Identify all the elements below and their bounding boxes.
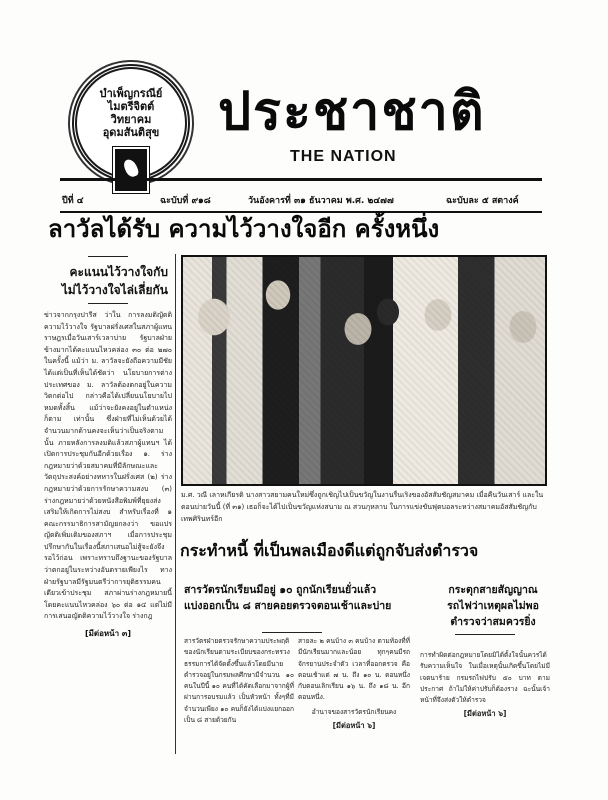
divider [262, 632, 322, 633]
continued-link[interactable]: [มีต่อหน้า ๖] [332, 721, 376, 731]
column-divider [175, 254, 176, 754]
student-inspector-body-2 [298, 636, 410, 731]
body-text: อำนาจของสารวัตรนักเรียนคง [311, 707, 397, 716]
hand-emblem-icon [115, 149, 147, 191]
publication-date: วันอังคารที่ ๓๑ ธันวาคม พ.ศ. ๒๔๗๗ [248, 196, 394, 206]
seal-line: อุดมสันติสุข [102, 126, 160, 139]
seal-line: ไมตรีจิตต์ [107, 100, 155, 113]
news-photo [181, 255, 547, 486]
railway-signal-body [420, 650, 550, 720]
seal-motto [77, 87, 185, 139]
lead-subheadline: คะแนนไว้วางใจกับ [69, 265, 168, 279]
continued-link[interactable]: [มีต่อหน้า ๖] [463, 709, 507, 719]
subhead-line: สารวัตรนักเรียนมีอยู่ ๑๐ ถูกนักเรียนยั่วแล้ว [184, 584, 377, 596]
seal-line: วิทยาคม [110, 113, 152, 126]
body-text: การทำผิดต่อกฎหมายโดยมิได้ตั้งใจนั้นควรได้รับความเห็นใจ ในเมื่อเหตุนั้นเกิดขึ้นโดยไม่มีเจตนาร้าย กรมรถไฟปรับ ๕๐ บาท ตามประกาศ ถ้าไม่ให้ค่าปรับก็ต้องราง ฉะนั้นเจ้าหน้าที่จึงส่งตัวให้ตำรวจ [420, 651, 550, 705]
seal-line: บำเพ็ญกรณีย์ [99, 87, 163, 100]
continued-link[interactable]: [มีต่อหน้า ๓] [84, 629, 132, 639]
newspaper-title-english: THE NATION [290, 148, 397, 165]
newspaper-title: ประชาชาติ [218, 81, 486, 142]
masthead-seal [72, 64, 190, 182]
subhead-line: แบ่งออกเป็น ๘ สายคอยตรวจตอนเช้าและบ่าย [184, 600, 392, 612]
body-text: สายละ ๒ คนบ้าง ๓ คนบ้าง ตามท้องที่ที่มีนักเรียนมากและน้อย ทุกๆคนมีรถจักรยานประจำตัว เวลาที่ออกตรวจ คือตอนเช้าแต่ ๗ น. ถึง ๑๐ น. ตอนหนึ่ง กับตอนเลิกเรียน ๑๖ น. ถึง ๑๘ น. อีกตอนหนึ่ง. [298, 637, 410, 702]
subhead-line: รถไฟว่าเหตุผลไม่พอ [447, 600, 539, 612]
subhead-line: กระตุกสายสัญญาณ [448, 584, 538, 596]
photo-caption: ม.ศ. วณี เลาหเกียรติ นางสาวสยามคนใหม่ซึ่งถูกเชิญไปเป็นขวัญในงานรื่นเริงของอัสสัมชัญสมาคม เมื่อคืนวันเสาร์ และในตอนบ่ายวันนี้ (ที่ ๓๑) เธอก็จะได้ไปเป็นขวัญแห่งสนาม ณ สวนกุหลาบ ในการแข่งขันฟุตบอลระหว่างสมาคมอัสสัมชัญกับเทพศิรินทร์อีก [181, 491, 544, 523]
second-headline: กระทำหนี้ ที่เป็นพลเมืองดีแต่ถูกจับส่งตำรวจ [180, 541, 479, 560]
lead-subheadline: ไม่ไว้วางใจไล่เลี่ยกัน [61, 283, 168, 297]
photo-halftone [183, 257, 545, 484]
railway-signal-subhead [418, 582, 568, 630]
divider [455, 634, 515, 635]
issue-number: ฉะบับที่ ๙๑๘ [160, 196, 211, 206]
lead-story-column [44, 252, 172, 640]
subhead-line: ตำรวจว่าสมควรยิ่ง [450, 616, 536, 628]
student-inspector-subhead [184, 582, 414, 614]
masthead-divider [60, 178, 542, 181]
lead-story-body: ข่าวจากกรุงปารีส ว่าใน การลงมติญัตติความไว้วางใจ รัฐบาลฝรั่งเศสในสภาผู้แทนราษฎรเมื่อวันเสาร์เวลาบ่าย รัฐบาลฝ่ายข้างมากได้คะแนนไหวคล่อง ๓๐ ต่อ ๒๗๐ ในครั้งนี้ แม้ว่า ม. ลาวัลจะยังถือความมีชัยได้แต่เป็นที่เห็นได้ชัดว่า นโยบายการต่างประเทศของ ม. ลาวัลต้องตกอยู่ในความวิตกต่อไป กล่าวคือได้เปลี่ยนนโยบายไปหมดทั้งสิ้น แม้ว่าจะยังคงอยู่ในตำแหน่งก็ตาม เท่านั้น ซึ่งฝ่ายที่ไม่เห็นด้วยได้จำนวนมากด้านคงจะเห็นว่าเป็นจริงตามนั้น ภายหลังการลงมติแล้วสภาผู้แทนฯ ได้เปิดการประชุมกันอีกด้วยเรื่อง ๑. ร่างกฎหมายว่าด้วยสมาคมที่มีลักษณะและวัตถุประสงค์อย่างทหารในฝรั่งเศส (๒) ร่างกฎหมายว่าด้วยการรักษาความสงบ (๓) ร่างกฎหมายว่าด้วยหนังสือพิมพ์ที่ยุยงส่งเสริมให้เกิดการไม่สงบ สำหรับเรื่องที่ ๑ คณะกรรมาธิการสามัญยกลงว่า ขอแปรญัตติเพิ่มเติมของสภาฯ เมื่อการประชุมปรึกษากันในเรื่องนี้สภาเสนอไม่สู้จะยังจึงรอไว้ก่อน เพราะทราบถึงฐานะของรัฐบาลว่าตกอยู่ในระหว่างอันตรายเพียงไร ทางฝ่ายรัฐบาลมีรัฐมนตรีว่าการยุติธรรมคนเดียวเข้าประชุม สภาผ่านร่างกฎหมายนี้โดยคะแนนไหวคล่อง ๖๐ ต่อ ๑๔ แต่ไม่มีการเสนอญัตติความไว้วางใจ ร่างกฎ [44, 311, 172, 621]
volume-year: ปีที่ ๔ [62, 196, 84, 206]
divider [88, 256, 128, 257]
student-inspector-body-1: สารวัตรฝ่ายตรวจรักษาความประพฤติของนักเรียนตามระเบียบของกระทรวงธรรมการได้จัดตั้งขึ้นแล้วโดยมีนายตำรวจอยู่ในกรมพลศึกษามีจำนวน ๑๐ คนในปีนี้ ๑๐ คนที่ได้คัดเลือกมาจากผู้ที่ผ่านการอบรมแล้ว เป็นหัวหน้า ทั้งๆที่มีจำนวนเพียง ๑๐ คนก็ยังได้แบ่งแยกออกเป็น ๘ สายด้วยกัน [184, 637, 294, 725]
lead-headline: ลาวัลได้รับ ความไว้วางใจอีก ครั้งหนึ่ง [48, 214, 440, 243]
issue-price: ฉะบับละ ๕ สตางค์ [446, 196, 519, 206]
divider [88, 303, 128, 304]
